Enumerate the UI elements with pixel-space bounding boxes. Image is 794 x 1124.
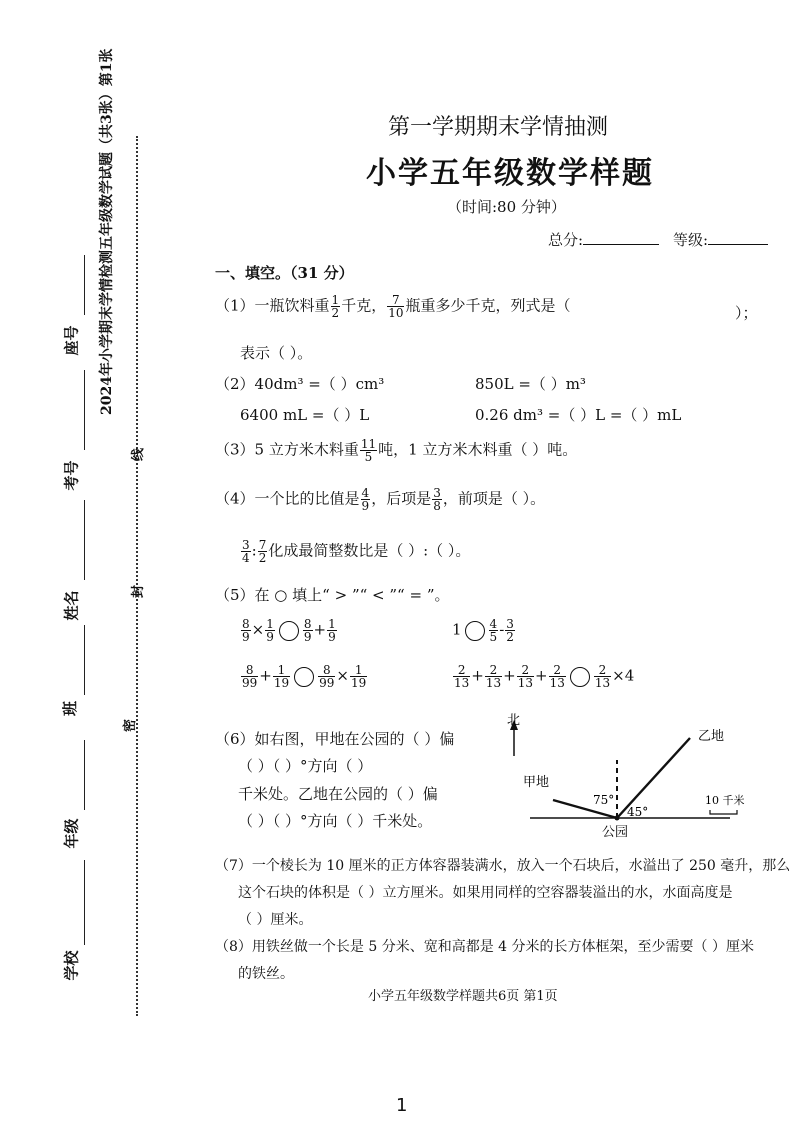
north-label: 北 bbox=[507, 713, 521, 728]
angle-45: 45° bbox=[627, 805, 649, 819]
q8-line2: 的铁丝。 bbox=[238, 966, 294, 982]
class-blank bbox=[84, 625, 85, 695]
q7-line3: （ ）厘米。 bbox=[238, 912, 313, 928]
exam-title: 第一学期期末学情抽测 bbox=[388, 115, 609, 140]
q6-line1: （6）如右图，甲地在公园的（ ）偏 bbox=[215, 730, 455, 748]
grade-level bbox=[673, 229, 768, 250]
q5-title: （5）在 ○ 填上“ > ”“ < ”“ = ”。 bbox=[215, 586, 450, 604]
q4-text-a: （4）一个比的比值是 bbox=[215, 489, 360, 508]
q4-text-c: ，前项是（ ）。 bbox=[442, 489, 546, 508]
exam-vertical-label: 2024年小学期末学情检测五年级数学试题（共3张）第1张 bbox=[99, 48, 115, 415]
page-footer: 小学五年级数学样题共6页 第1页 bbox=[368, 989, 558, 1004]
q1-text-d: ）； bbox=[735, 304, 758, 322]
exam-subtitle: 小学五年级数学样题 bbox=[366, 156, 654, 191]
compare-circle[interactable] bbox=[279, 621, 299, 641]
seal-xian: 线 bbox=[131, 447, 147, 462]
number-label: 考号 bbox=[62, 460, 81, 491]
grade-side-label: 年级 bbox=[62, 818, 81, 849]
exam-time: （时间:80 分钟） bbox=[447, 198, 566, 216]
name-blank bbox=[84, 500, 85, 580]
q2-d: 0.26 dm³ =（ ）L =（ ）mL bbox=[475, 406, 682, 424]
grade-level-blank bbox=[708, 230, 768, 245]
scale-label: 10 千米 bbox=[705, 794, 745, 807]
class-label: 班 bbox=[61, 700, 80, 717]
fraction: $\frac{11}{5}$ bbox=[360, 437, 377, 464]
scale-bar bbox=[710, 810, 737, 814]
name-label: 姓名 bbox=[62, 590, 81, 621]
q2-b: 850L =（ ）m³ bbox=[475, 375, 586, 393]
seal-mi: 密 bbox=[123, 718, 139, 733]
q5-item-4: $\frac{2}{13}$ + $\frac{2}{13}$ + $\frac{2}{13}$ + $\frac{2}{13}$ $\frac{2}{13}$ ×4 bbox=[454, 663, 635, 690]
park-label: 公园 bbox=[602, 825, 629, 840]
q5-item-3: $\frac{8}{99}$ + $\frac{1}{19}$ $\frac{8}{99}$ × $\frac{1}{19}$ bbox=[242, 663, 367, 690]
q3-text-b: 吨，1 立方米木料重（ ）吨。 bbox=[378, 440, 578, 459]
q5-item-2: 1 $\frac{4}{5}$ - $\frac{3}{2}$ bbox=[452, 617, 514, 644]
angle-75: 75° bbox=[593, 793, 615, 807]
grade-blank bbox=[84, 740, 85, 810]
fraction: $\frac{3}{4}$ bbox=[242, 538, 250, 565]
q1-text-a: （1）一瓶饮料重 bbox=[215, 296, 330, 315]
grade-level-label: 等级: bbox=[673, 231, 709, 249]
total-score-label: 总分: bbox=[548, 231, 584, 249]
park-point bbox=[615, 816, 620, 821]
q7-line2: 这个石块的体积是（ ）立方厘米。如果用同样的空容器装溢出的水，水面高度是 bbox=[238, 885, 733, 901]
q6-line3: 千米处。乙地在公园的（ ）偏 bbox=[238, 785, 438, 803]
section-title: 一、填空。（31 分） bbox=[215, 264, 354, 282]
fraction: $\frac{1}{2}$ bbox=[331, 293, 340, 320]
school-blank bbox=[84, 860, 85, 945]
seal-feng: 封 bbox=[131, 584, 147, 599]
seat-label: 座号 bbox=[62, 325, 81, 356]
q7-line1: （7）一个棱长为 10 厘米的正方体容器装满水，放入一个石块后，水溢出了 250 毫升，那么 bbox=[215, 858, 791, 874]
number-blank bbox=[84, 370, 85, 450]
binding-dotted-line bbox=[136, 136, 138, 1016]
yi-label: 乙地 bbox=[698, 729, 725, 744]
direction-diagram bbox=[505, 712, 755, 842]
question-4 bbox=[215, 487, 545, 512]
q6-line4: （ ）（ ）°方向（ ）千米处。 bbox=[238, 812, 433, 830]
q8-line1: （8）用铁丝做一个长是 5 分米、宽和高都是 4 分米的长方体框架，至少需要（ ）厘米 bbox=[215, 939, 754, 955]
fraction: $\frac{4}{9}$ bbox=[361, 486, 370, 513]
compare-circle[interactable] bbox=[465, 621, 485, 641]
question-1 bbox=[215, 294, 571, 319]
q6-line2: （ ）（ ）°方向（ ） bbox=[238, 757, 373, 775]
school-label: 学校 bbox=[62, 950, 81, 981]
compare-circle[interactable] bbox=[570, 667, 590, 687]
total-score bbox=[548, 229, 659, 250]
compare-circle[interactable] bbox=[294, 667, 314, 687]
q5-item-1: $\frac{8}{9}$ × $\frac{1}{9}$ $\frac{8}{9}$ + $\frac{1}{9}$ bbox=[242, 617, 336, 644]
q3-text-a: （3）5 立方米木料重 bbox=[215, 440, 359, 459]
jia-label: 甲地 bbox=[523, 775, 550, 790]
seat-blank bbox=[84, 255, 85, 315]
question-3 bbox=[215, 438, 577, 463]
fraction: $\frac{3}{8}$ bbox=[433, 486, 441, 513]
fraction: $\frac{7}{10}$ bbox=[388, 293, 404, 320]
q4-text-b: ，后项是 bbox=[371, 489, 432, 508]
q4-line2-text: 化成最简整数比是（ ）:（ ）。 bbox=[268, 541, 471, 560]
q1-line2: 表示（ ）。 bbox=[240, 344, 313, 362]
question-4-line2: $\frac{3}{4}$ : $\frac{7}{2}$ 化成最简整数比是（ ）:（ ）。 bbox=[242, 538, 471, 565]
page-number: 1 bbox=[396, 1095, 408, 1116]
q2-a: （2）40dm³ =（ ）cm³ bbox=[215, 375, 385, 393]
q1-text-b: 千克， bbox=[341, 296, 387, 315]
fraction: $\frac{7}{2}$ bbox=[258, 538, 267, 565]
q1-text-c: 瓶重多少千克，列式是（ bbox=[405, 296, 571, 315]
total-score-blank bbox=[583, 230, 659, 245]
q2-c: 6400 mL =（ ）L bbox=[240, 406, 370, 424]
